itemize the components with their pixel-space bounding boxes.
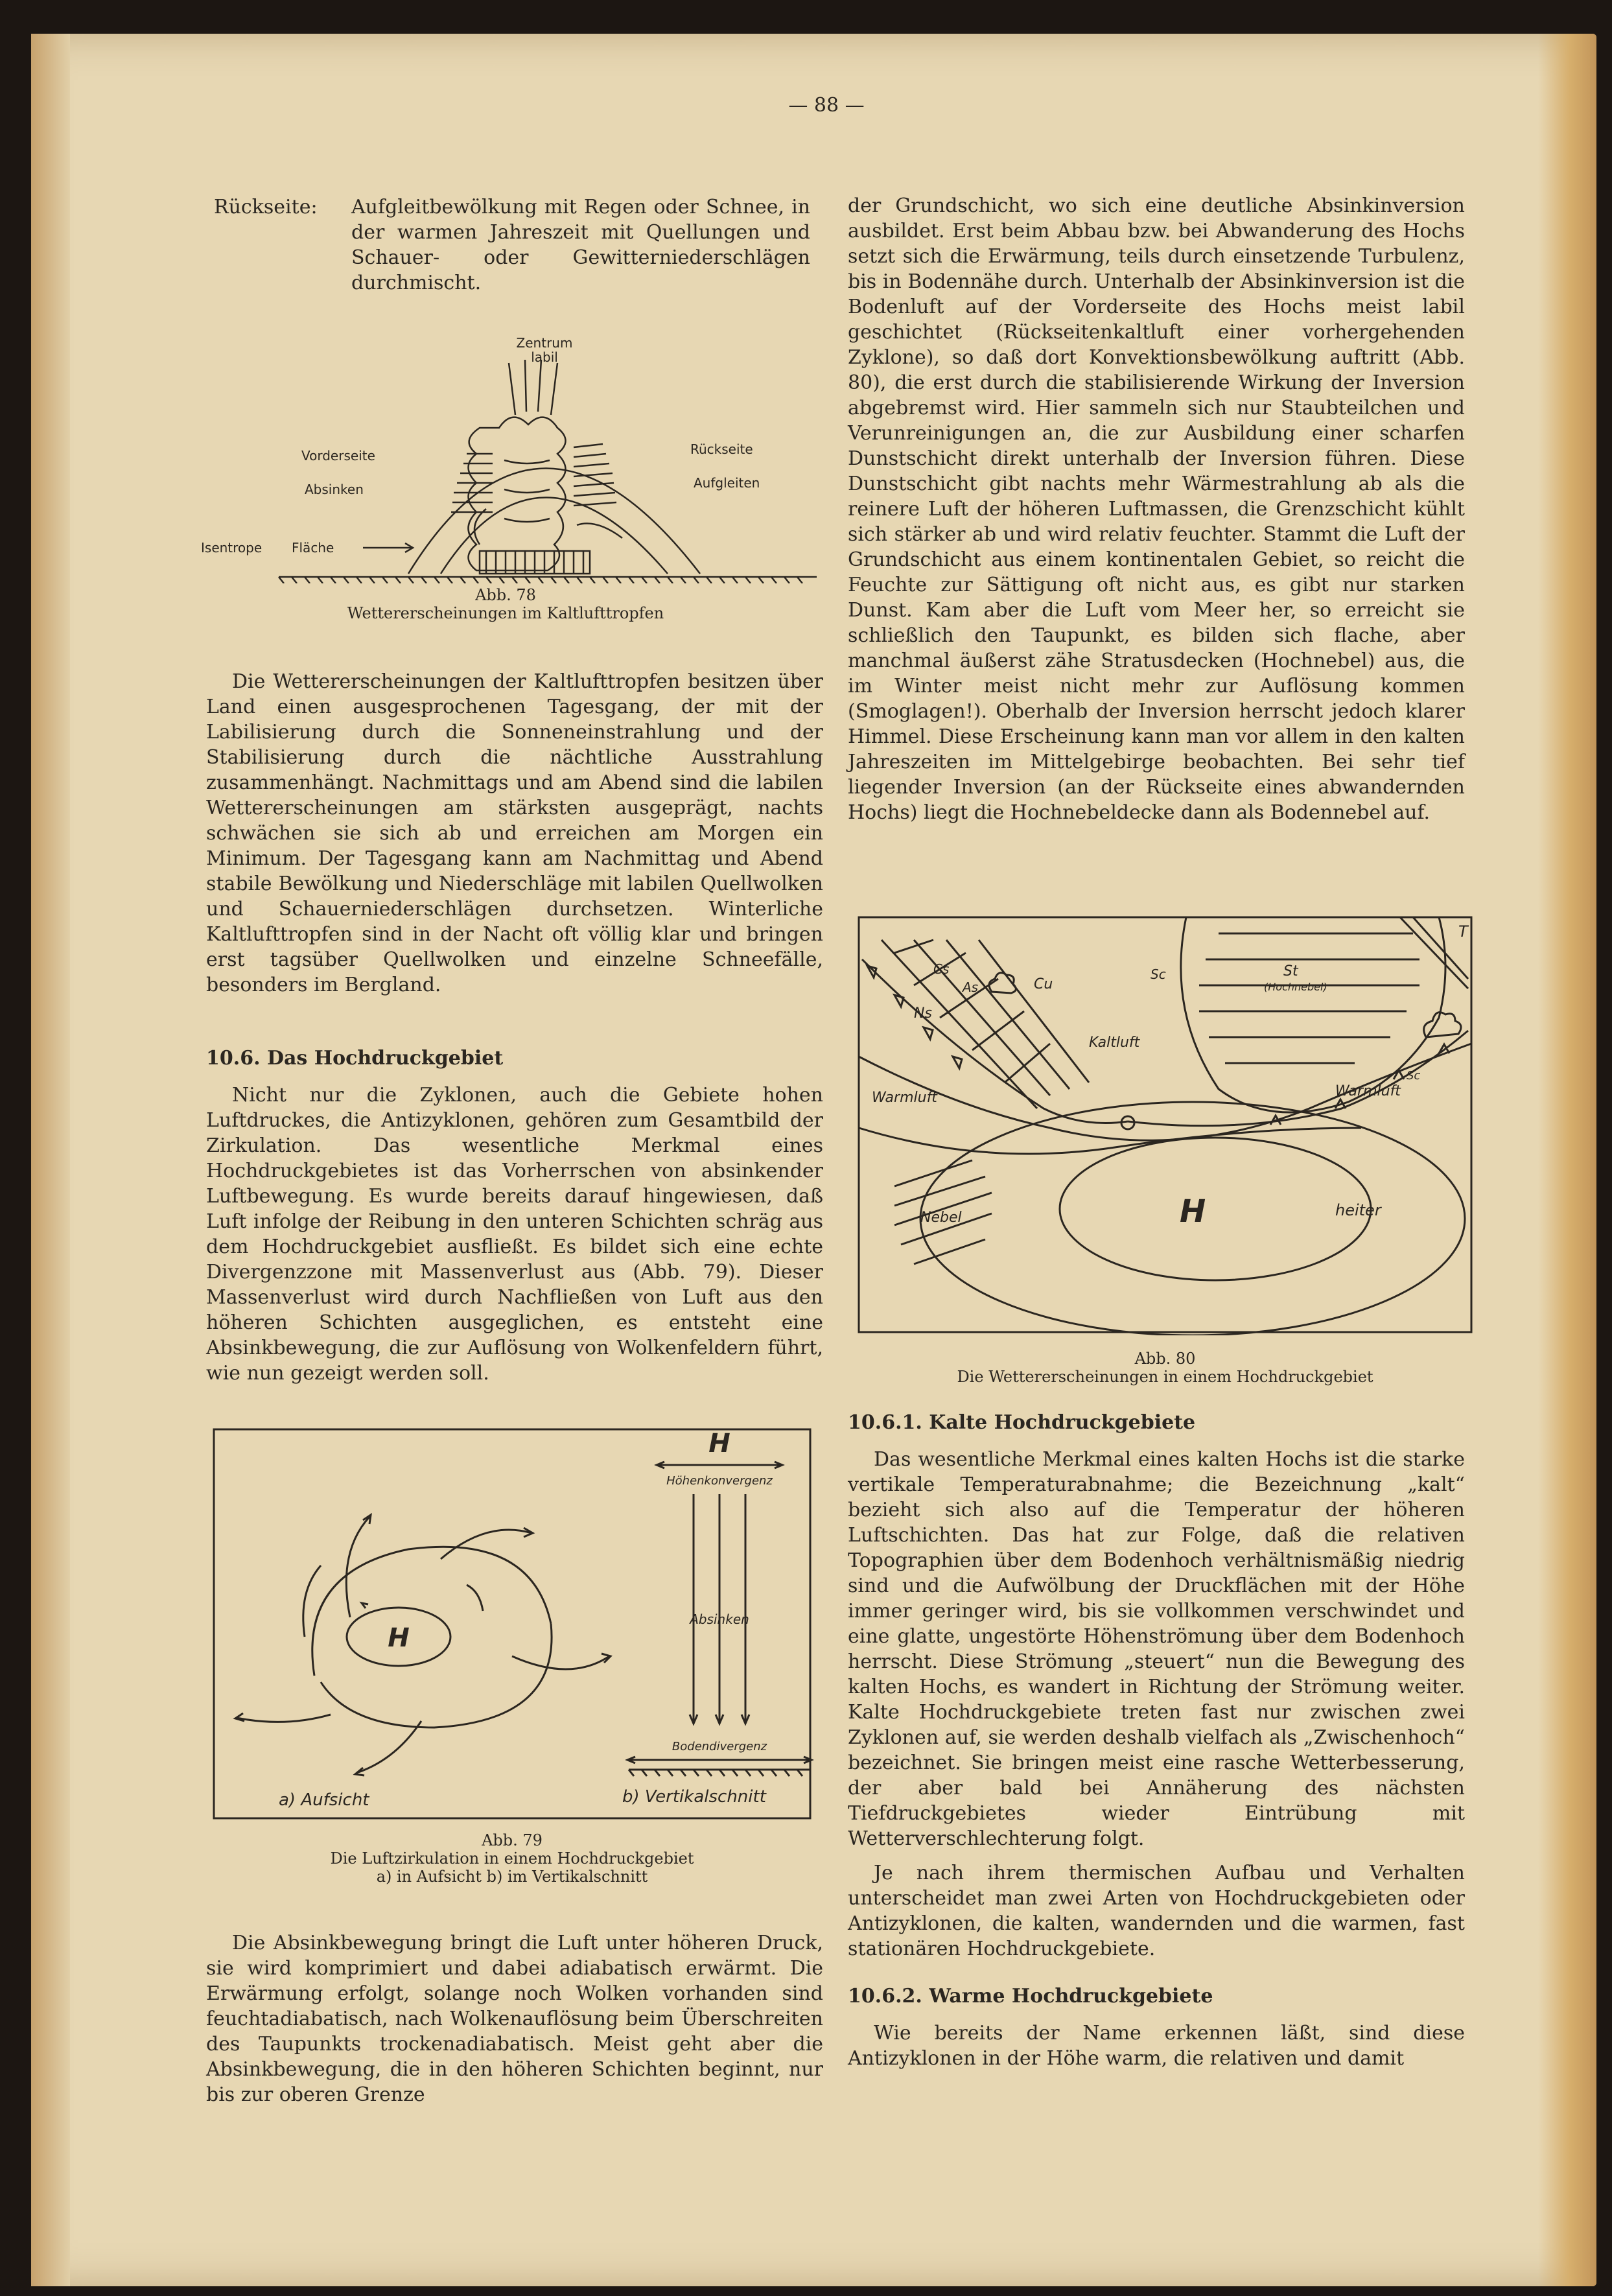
fig79-caption-line2: a) in Aufsicht b) im Vertikalschnitt (376, 1868, 648, 1886)
right-paragraph-3: Je nach ihrem thermischen Aufbau und Verhalten unterscheidet man zwei Arten von Hochdruckgebieten oder Antizyklonen, die kalten, wandernden und die warmen, fast stationären Hochdruckgebiete. (848, 1862, 1465, 1960)
fig78-label-zentrum: Zentrum (516, 335, 573, 351)
page-number: — 88 — (788, 94, 865, 117)
figure-80-drawing (856, 914, 1475, 1335)
fig78-label-labil: labil (531, 349, 558, 365)
left-paragraph-2: Nicht nur die Zyklonen, auch die Gebiete hohen Luftdruckes, die Antizyklonen, gehören zum Gesamtbild der Zirkulation. Das wesentliche Merkmal eines Hochdruckgebietes ist das Vorherrschen von absinkender Luftbewegung. Es wurde bereits darauf hingewiesen, daß Luft infolge der Reibung in den unteren Schichten schräg aus dem Hochdruckgebiet ausfließt. Es bildet sich eine echte Divergenzzone mit Massenverlust aus (Abb. 79). Dieser Massenverlust wird durch Nachfließen von Luft aus den höheren Schichten ausgeglichen, es entsteht eine Absinkbewegung, die zur Auflösung von Wolkenfeldern führt, wie nun gezeigt werden soll. (206, 1084, 823, 1385)
left-paragraph-3: Die Absinkbewegung bringt die Luft unter höheren Druck, sie wird komprimiert und dabei adiabatisch erwärmt. Die Erwärmung erfolgt, solange noch Wolken vorhanden sind feuchtadiabatisch, nach Wolkenauflösung beim Überschreiten des Taupunkts trockenadiabatisch. Meist geht aber die Absinkbewegung, die in den höheren Schichten beginnt, nur bis zur oberen Grenze (206, 1932, 823, 2106)
figure-79-drawing (207, 1423, 817, 1825)
fig79-label-bodendivergenz: Bodendivergenz (672, 1740, 767, 1753)
fig78-label-isentrope: Isentrope (201, 540, 263, 556)
page-edge (1538, 34, 1596, 2286)
rueckseite-label: Rückseite: (214, 196, 318, 218)
left-column-upper (206, 669, 823, 1395)
fig80-label-T: T (1458, 922, 1468, 941)
fig80-high-symbol: H (1180, 1193, 1206, 1230)
figure-80 (856, 914, 1475, 1386)
fig80-label-Cu: Cu (1034, 976, 1053, 992)
fig80-label-Ns: Ns (914, 1005, 932, 1022)
fig78-label-vorderseite: Vorderseite (301, 448, 375, 463)
fig80-label-St: St (1283, 963, 1298, 979)
fig79-high-symbol-top: H (708, 1429, 730, 1458)
fig80-label-As: As (963, 979, 979, 995)
right-paragraph-2: Das wesentliche Merkmal eines kalten Hochs ist die starke vertikale Temperaturabnahme; die Bezeichnung „kalt“ bezieht sich also auf die Temperatur der höheren Luftschichten. Das hat zur Folge, daß die relativen Topographien über dem Bodenhoch verhältnismäßig niedrig sind und die Aufwölbung der Druckflächen mit der Höhe immer geringer wird, bis sie vollkommen verschwindet und eine glatte, ungestörte Höhenströmung über dem Bodenhoch herrscht. Diese Strömung „steuert“ nun die Bewegung des kalten Hochs, es wandert in Richtung der Strömung weiter. Kalte Hochdruckgebiete treten fast nur zwischen zwei Zyklonen auf, sie werden deshalb vielfach als „Zwischenhoch“ bezeichnet. Sie bringen meist eine rasche Wetterbesserung, der aber bald bei Annäherung des nächsten Tiefdruckgebietes wieder Eintrübung mit Wetterverschlechterung folgt. (848, 1448, 1465, 1850)
fig79-label-hoehenkonvergenz: Höhenkonvergenz (666, 1474, 773, 1488)
left-column-lower (206, 1930, 823, 2116)
heading-10-6-2: 10.6.2. Warme Hochdruckgebiete (848, 1985, 1213, 2008)
fig79-label-vertikalschnitt: b) Vertikalschnitt (622, 1787, 766, 1807)
fig79-label-absinken: Absinken (690, 1611, 749, 1627)
fig78-caption-number: Abb. 78 (475, 586, 536, 604)
fig79-label-aufsicht: a) Aufsicht (279, 1790, 369, 1810)
fig78-label-flaeche: Fläche (292, 540, 334, 556)
fig78-label-aufgleiten: Aufgleiten (694, 475, 760, 491)
heading-10-6-1: 10.6.1. Kalte Hochdruckgebiete (848, 1411, 1196, 1434)
figure-78-drawing (194, 324, 817, 583)
right-paragraph-1: der Grundschicht, wo sich eine deutliche Absinkinversion ausbildet. Erst beim Abbau bzw. bei Abwanderung des Hochs setzt sich die Erwärmung, teils durch einsetzende Turbulenz, bis in Bodennähe durch. Unterhalb der Absinkinversion ist die Bodenluft auf der Vorderseite des Hochs meist labil geschichtet (Rückseitenkaltluft einer vorhergehenden Zyklone), so daß dort Konvektionsbewölkung auftritt (Abb. 80), die erst durch die stabilisierende Wirkung der Inversion abgebremst wird. Hier sammeln sich nur Staubteilchen und Verunreinigungen an, die zur Ausbildung einer scharfen Dunstschicht direkt unterhalb der Inversion führen. Diese Dunstschicht gibt nachts mehr Wärmestrahlung ab als die reinere Luft der höheren Luftmassen, die Grenzschicht kühlt sich stärker ab und wird relativ feuchter. Stammt die Luft der Grundschicht aus einem kontinentalen Gebiet, so reicht die Feuchte zur Sättigung oft nicht aus, es gibt nur starken Dunst. Kam aber die Luft vom Meer her, so erreicht sie schließlich den Taupunkt, es bilden sich flache, aber manchmal äußerst zähe Stratusdecken (Hochnebel) aus, die im Winter meist nicht mehr zur Auflösung kommen (Smoglagen!). Oberhalb der Inversion herrscht jedoch klarer Himmel. Diese Erscheinung kann man vor allem in den kalten Jahreszeiten im Mittelgebirge beobachten. Bei sehr tief liegender Inversion (an der Rückseite eines abwandernden Hochs) liegt die Hochnebeldecke dann als Bodennebel auf. (848, 194, 1465, 824)
figure-78 (194, 324, 817, 642)
heading-10-6: 10.6. Das Hochdruckgebiet (206, 1047, 504, 1070)
fig80-caption: Die Wettererscheinungen in einem Hochdruckgebiet (957, 1368, 1373, 1386)
fig78-label-rueckseite: Rückseite (690, 441, 753, 457)
fig79-caption-number: Abb. 79 (482, 1831, 543, 1849)
fig79-high-symbol: H (388, 1623, 410, 1653)
fig80-label-kaltluft: Kaltluft (1089, 1035, 1140, 1051)
fig80-label-heiter: heiter (1335, 1201, 1381, 1219)
page-gutter (31, 34, 70, 2286)
fig80-label-hochnebel: (Hochnebel) (1264, 981, 1327, 993)
fig80-label-warmluft-right: Warmluft (1335, 1083, 1401, 1099)
right-column-upper (848, 193, 1465, 834)
fig80-label-nebel: Nebel (920, 1210, 962, 1226)
fig78-label-absinken: Absinken (305, 482, 364, 497)
fig78-caption: Wettererscheinungen im Kaltlufttropfen (347, 604, 664, 622)
right-paragraph-4: Wie bereits der Name erkennen läßt, sind diese Antizyklonen in der Höhe warm, die relativen und damit (848, 2022, 1465, 2070)
fig80-label-Cs: Cs (933, 961, 950, 977)
right-column-lower (848, 1410, 1465, 2080)
fig80-caption-number: Abb. 80 (1134, 1350, 1196, 1368)
fig79-caption-line1: Die Luftzirkulation in einem Hochdruckgebiet (330, 1849, 694, 1868)
fig80-label-warmluft-left: Warmluft (872, 1090, 937, 1106)
figure-79 (207, 1423, 817, 1903)
fig80-label-Sc1: Sc (1151, 966, 1166, 982)
left-paragraph-1: Die Wettererscheinungen der Kaltlufttropfen besitzen über Land einen ausgesprochenen Tagesgang, der mit der Labilisierung durch die Sonneneinstrahlung und der Stabilisierung durch die nächtliche Ausstrahlung zusammenhängt. Nachmittags und am Abend sind die labilen Wettererscheinungen am stärksten ausgeprägt, nachts schwächen sie sich ab und erreichen am Morgen ein Minimum. Der Tagesgang kann am Nachmittag und Abend stabile Bewölkung und Niederschläge mit labilen Quellwolken und Schauerniederschlägen durchsetzen. Winterliche Kaltlufttropfen sind in der Nacht oft völlig klar und bringen erst tagsüber Quellwolken und einzelne Schneefälle, besonders im Bergland. (206, 670, 823, 996)
rueckseite-text: Aufgleitbewölkung mit Regen oder Schnee, in der warmen Jahreszeit mit Quellungen und Schauer- oder Gewitterniederschlägen durchmischt. (351, 196, 810, 294)
fig80-label-Sc2: Sc (1407, 1069, 1421, 1083)
